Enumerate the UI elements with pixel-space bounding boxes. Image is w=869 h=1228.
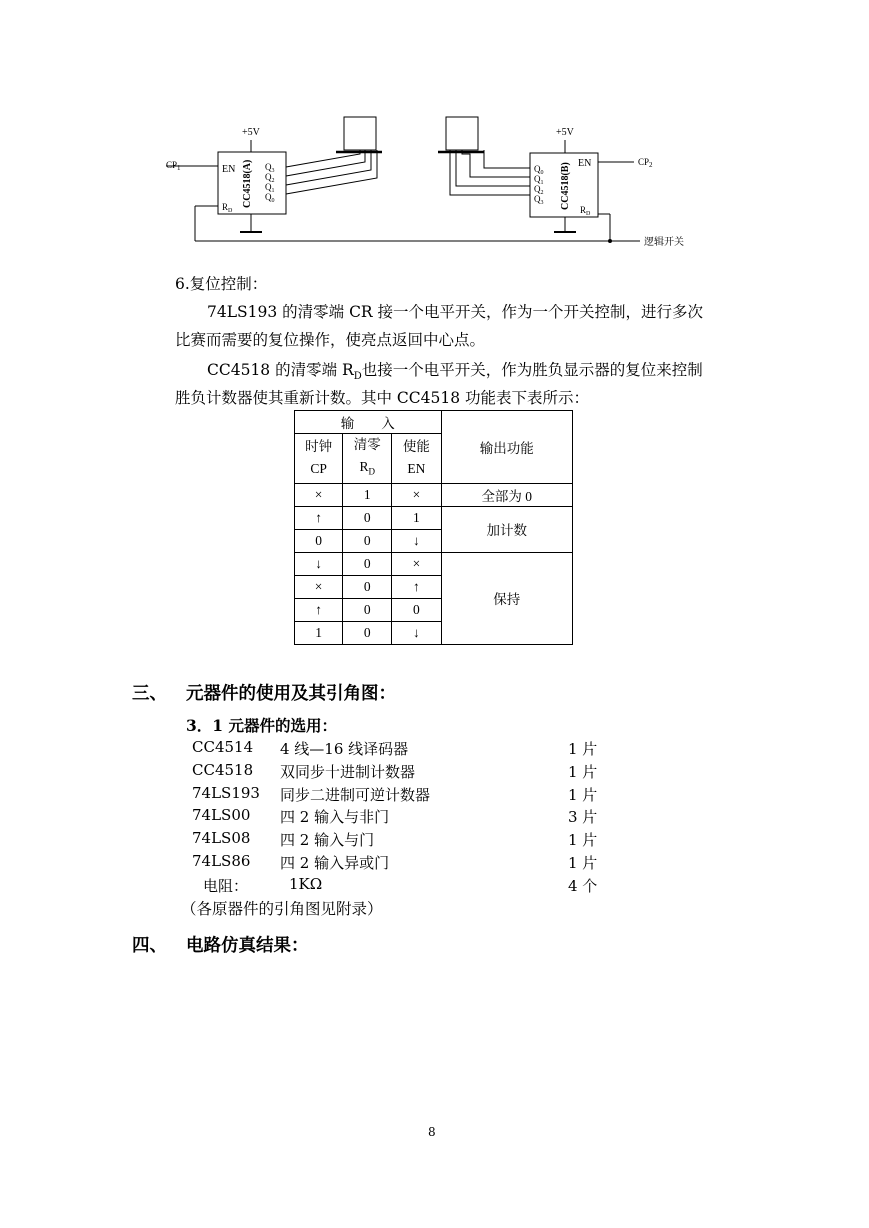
- output-cell: 全部为 0: [441, 483, 572, 506]
- output-cell: 保持: [441, 552, 572, 644]
- svg-text:Q2: $Q_2$: [534, 184, 544, 196]
- part-code: 电阻：: [203, 876, 249, 895]
- part-description: 4 线—16 线译码器: [280, 740, 409, 758]
- part-code: 74LS00: [192, 806, 251, 825]
- part-code: CC4514: [192, 738, 254, 756]
- svg-text:Q0: $Q_0$: [534, 164, 544, 176]
- part-quantity: 3 片: [568, 808, 598, 827]
- part-quantity: 1 片: [568, 740, 598, 758]
- part-code: 74LS08: [192, 829, 251, 848]
- display-left: [344, 117, 376, 150]
- part-code: CC4518: [192, 760, 254, 779]
- part-description: 四 2 输入与门: [280, 831, 375, 850]
- svg-text:EN: EN: [222, 164, 236, 175]
- svg-text:Q3: $Q_3$: [534, 194, 544, 206]
- part-description: 双同步十进制计数器: [280, 762, 416, 781]
- section-4-number: 四、: [132, 936, 167, 956]
- svg-text:EN: EN: [578, 158, 592, 169]
- svg-text:RD: $R_D$: [580, 205, 591, 217]
- chip-b-name: CC4518(B): [560, 162, 571, 210]
- part-quantity: 1 片: [568, 831, 598, 850]
- page-number: 8: [428, 1125, 436, 1139]
- svg-text:RD: $R_D$: [222, 202, 233, 214]
- svg-text:Q3: $Q_3$: [265, 162, 275, 174]
- subsection-title: 3．1 元器件的选用：: [186, 716, 337, 735]
- part-quantity: 1 片: [568, 854, 598, 872]
- part-description: 四 2 输入异或门: [280, 854, 390, 872]
- svg-text:CP1: $CP_1$: [166, 160, 181, 172]
- logic-switch-label: 逻辑开关: [644, 237, 684, 248]
- col-header-rd: 清零 $R_D$: [343, 434, 392, 484]
- chip-b-vcc: +5V: [556, 127, 574, 138]
- paragraph-1-line-2: 比赛而需要的复位操作，使亮点返回中心点。: [175, 331, 486, 349]
- part-quantity: 1 片: [568, 785, 598, 804]
- counter-circuit-diagram: [150, 110, 710, 260]
- svg-text:Q2: $Q_2$: [265, 172, 275, 184]
- part-description: 同步二进制可逆计数器: [280, 785, 431, 804]
- cc4518-function-table: [294, 410, 573, 645]
- col-header-en: 使能 EN: [392, 434, 441, 484]
- part-description: 四 2 输入与非门: [280, 808, 390, 827]
- section-3-title: 元器件的使用及其引角图：: [186, 684, 396, 704]
- table-row: × 1 × 全部为 0: [295, 483, 573, 506]
- table-row: ↓ 0 × 保持: [295, 552, 573, 575]
- display-right: [446, 117, 478, 150]
- svg-text:Q1: $Q_1$: [534, 174, 544, 186]
- chip-a-name: CC4518(A): [242, 159, 253, 208]
- svg-text:CP2: $CP_2$: [638, 157, 653, 169]
- svg-text:Q1: $Q_1$: [265, 182, 275, 194]
- paragraph-2-line-2: 胜负计数器使其重新计数。其中 CC4518 功能表下表所示：: [175, 389, 590, 407]
- section-6-title: 6.复位控制：: [175, 275, 268, 293]
- table-row: ↑ 0 0: [295, 598, 573, 621]
- table-row: 0 0 ↓: [295, 529, 573, 552]
- part-description: 1KΩ: [289, 874, 323, 893]
- paragraph-1-line-1: 74LS193 的清零端 CR 接一个电平开关，作为一个开关控制，进行多次: [207, 303, 704, 321]
- part-code: 74LS193: [192, 783, 260, 802]
- svg-text:Q0: $Q_0$: [265, 192, 275, 204]
- part-quantity: 1 片: [568, 762, 598, 781]
- table-row: ↑ 0 1 加计数: [295, 506, 573, 529]
- section-4-title: 电路仿真结果：: [186, 936, 309, 956]
- output-cell: 加计数: [441, 506, 572, 552]
- part-quantity: 4 个: [568, 876, 598, 895]
- part-code: 74LS86: [192, 852, 251, 870]
- table-row: 1 0 ↓: [295, 621, 573, 644]
- pinout-note: （各原器件的引角图见附录）: [181, 900, 383, 918]
- paragraph-2-line-1: CC4518 的清零端 $R_D$也接一个电平开关，作为胜负显示器的复位来控制: [207, 361, 703, 383]
- table-row: × 0 ↑: [295, 575, 573, 598]
- input-header: 输 入: [295, 411, 442, 434]
- output-header: 输出功能: [441, 411, 572, 484]
- section-3-number: 三、: [132, 684, 167, 704]
- col-header-cp: 时钟 CP: [295, 434, 343, 484]
- chip-a-vcc: +5V: [242, 127, 260, 138]
